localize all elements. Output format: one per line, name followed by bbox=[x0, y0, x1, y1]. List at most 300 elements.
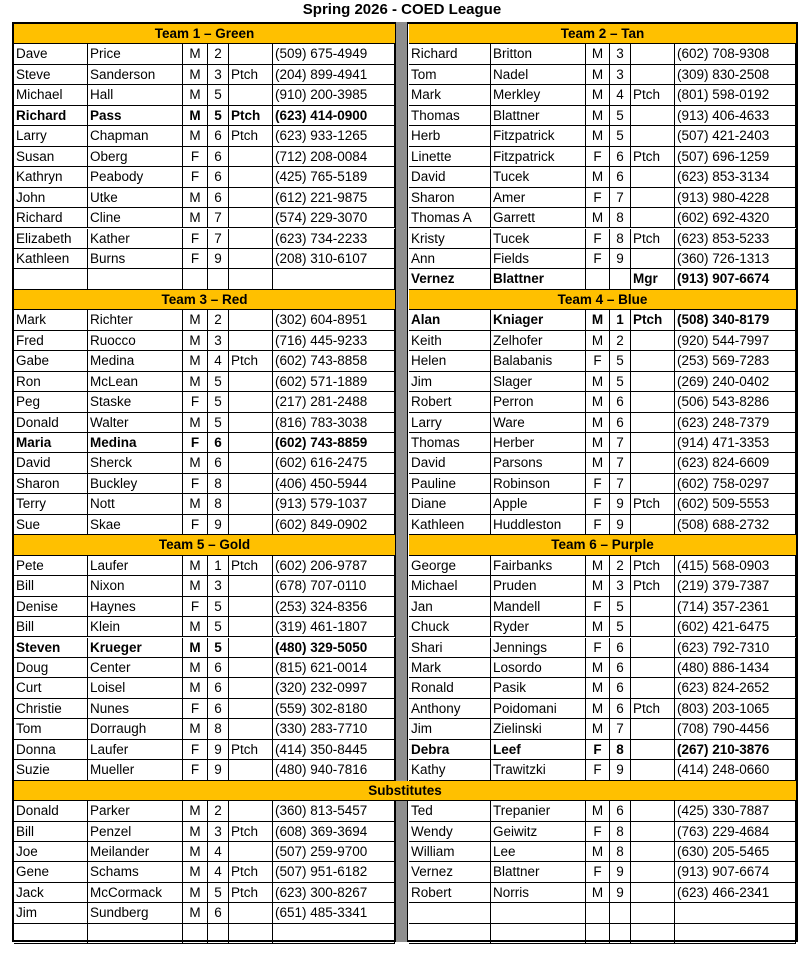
cell-last-name: Fitzpatrick bbox=[491, 147, 586, 167]
cell-phone: (309) 830-2508 bbox=[675, 65, 796, 85]
cell-last-name: Robinson bbox=[491, 474, 586, 494]
cell-last-name: Burns bbox=[88, 249, 183, 269]
cell-phone: (623) 824-2652 bbox=[675, 678, 796, 698]
cell-phone: (913) 980-4228 bbox=[675, 188, 796, 208]
cell-gender: F bbox=[586, 515, 610, 535]
cell-gender: M bbox=[183, 208, 208, 228]
cell-last-name: Laufer bbox=[88, 556, 183, 576]
cell-gender: M bbox=[183, 842, 208, 862]
cell-rating: 6 bbox=[610, 413, 631, 433]
cell-first-name: Sue bbox=[14, 515, 88, 535]
cell-phone: (219) 379-7387 bbox=[675, 576, 796, 596]
cell-phone: (602) 616-2475 bbox=[273, 453, 395, 473]
cell-rating: 9 bbox=[208, 249, 229, 269]
cell-first-name bbox=[14, 924, 88, 944]
cell-role bbox=[631, 106, 675, 126]
cell-rating: 8 bbox=[208, 494, 229, 514]
cell-rating: 5 bbox=[208, 413, 229, 433]
cell-phone: (480) 940-7816 bbox=[273, 760, 395, 780]
cell-first-name bbox=[409, 903, 491, 923]
cell-rating: 2 bbox=[208, 44, 229, 64]
cell-first-name: Kathy bbox=[409, 760, 491, 780]
cell-phone: (602) 743-8859 bbox=[273, 433, 395, 453]
cell-last-name: Ryder bbox=[491, 617, 586, 637]
cell-last-name: Hall bbox=[88, 85, 183, 105]
cell-last-name: Penzel bbox=[88, 822, 183, 842]
team-header: Team 1 – Green bbox=[14, 24, 395, 44]
cell-role bbox=[229, 842, 273, 862]
cell-first-name bbox=[14, 269, 88, 289]
cell-rating: 6 bbox=[208, 658, 229, 678]
cell-role bbox=[229, 617, 273, 637]
cell-first-name: Anthony bbox=[409, 699, 491, 719]
cell-last-name: Trepanier bbox=[491, 801, 586, 821]
cell-last-name: Krueger bbox=[88, 638, 183, 658]
cell-phone: (602) 758-0297 bbox=[675, 474, 796, 494]
cell-gender: M bbox=[183, 494, 208, 514]
cell-first-name: Steven bbox=[14, 638, 88, 658]
cell-phone: (801) 598-0192 bbox=[675, 85, 796, 105]
cell-gender: M bbox=[586, 65, 610, 85]
cell-gender: M bbox=[183, 65, 208, 85]
cell-rating: 6 bbox=[610, 801, 631, 821]
cell-role bbox=[631, 331, 675, 351]
cell-role bbox=[229, 147, 273, 167]
cell-first-name: Larry bbox=[409, 413, 491, 433]
cell-phone: (217) 281-2488 bbox=[273, 392, 395, 412]
cell-rating: 6 bbox=[610, 678, 631, 698]
cell-phone: (320) 232-0997 bbox=[273, 678, 395, 698]
cell-rating: 6 bbox=[610, 147, 631, 167]
cell-rating: 9 bbox=[610, 862, 631, 882]
cell-gender: F bbox=[586, 597, 610, 617]
cell-first-name: Michael bbox=[14, 85, 88, 105]
cell-first-name: Steve bbox=[14, 65, 88, 85]
cell-role bbox=[631, 44, 675, 64]
cell-last-name: Losordo bbox=[491, 658, 586, 678]
cell-phone: (913) 579-1037 bbox=[273, 494, 395, 514]
cell-rating: 8 bbox=[610, 229, 631, 249]
cell-last-name: McCormack bbox=[88, 883, 183, 903]
cell-phone: (623) 824-6609 bbox=[675, 453, 796, 473]
cell-role: Ptch bbox=[229, 740, 273, 760]
cell-last-name: Zelhofer bbox=[491, 331, 586, 351]
cell-role bbox=[631, 249, 675, 269]
cell-first-name: Kristy bbox=[409, 229, 491, 249]
cell-rating: 6 bbox=[208, 433, 229, 453]
cell-role bbox=[229, 85, 273, 105]
cell-role bbox=[229, 331, 273, 351]
cell-gender: M bbox=[183, 310, 208, 330]
cell-role bbox=[229, 453, 273, 473]
cell-last-name: Nixon bbox=[88, 576, 183, 596]
cell-gender: F bbox=[586, 494, 610, 514]
cell-rating: 7 bbox=[208, 208, 229, 228]
cell-first-name: Bill bbox=[14, 617, 88, 637]
cell-last-name: Parker bbox=[88, 801, 183, 821]
cell-rating: 9 bbox=[610, 760, 631, 780]
cell-gender: M bbox=[183, 576, 208, 596]
cell-rating: 9 bbox=[610, 249, 631, 269]
cell-rating: 9 bbox=[610, 883, 631, 903]
cell-first-name: Keith bbox=[409, 331, 491, 351]
cell-role bbox=[229, 576, 273, 596]
cell-role bbox=[229, 924, 273, 944]
cell-rating: 5 bbox=[208, 597, 229, 617]
cell-last-name: Pasik bbox=[491, 678, 586, 698]
cell-gender: F bbox=[586, 351, 610, 371]
cell-rating: 3 bbox=[208, 331, 229, 351]
cell-first-name: Michael bbox=[409, 576, 491, 596]
cell-last-name: Fitzpatrick bbox=[491, 126, 586, 146]
cell-first-name: Richard bbox=[14, 106, 88, 126]
cell-role: Ptch bbox=[229, 126, 273, 146]
cell-rating: 2 bbox=[610, 556, 631, 576]
cell-rating: 2 bbox=[610, 331, 631, 351]
cell-role bbox=[229, 658, 273, 678]
cell-gender: M bbox=[183, 188, 208, 208]
cell-phone: (602) 421-6475 bbox=[675, 617, 796, 637]
cell-first-name: Jack bbox=[14, 883, 88, 903]
cell-rating: 5 bbox=[208, 106, 229, 126]
cell-last-name: Geiwitz bbox=[491, 822, 586, 842]
cell-gender: F bbox=[183, 392, 208, 412]
cell-last-name: Apple bbox=[491, 494, 586, 514]
cell-first-name: Wendy bbox=[409, 822, 491, 842]
cell-gender: F bbox=[586, 638, 610, 658]
cell-rating: 4 bbox=[208, 351, 229, 371]
cell-last-name: Trawitzki bbox=[491, 760, 586, 780]
cell-rating: 3 bbox=[610, 44, 631, 64]
cell-rating: 6 bbox=[208, 126, 229, 146]
cell-gender: M bbox=[586, 208, 610, 228]
cell-gender: M bbox=[183, 556, 208, 576]
cell-role bbox=[631, 413, 675, 433]
cell-role bbox=[631, 719, 675, 739]
cell-last-name: Perron bbox=[491, 392, 586, 412]
cell-last-name: Oberg bbox=[88, 147, 183, 167]
cell-gender: M bbox=[586, 883, 610, 903]
cell-phone: (253) 324-8356 bbox=[273, 597, 395, 617]
cell-role bbox=[631, 167, 675, 187]
cell-phone: (508) 340-8179 bbox=[675, 310, 796, 330]
cell-gender bbox=[586, 269, 610, 289]
cell-role bbox=[229, 515, 273, 535]
cell-gender: M bbox=[183, 351, 208, 371]
cell-role bbox=[631, 924, 675, 944]
cell-gender bbox=[183, 924, 208, 944]
cell-rating: 3 bbox=[208, 65, 229, 85]
cell-gender: M bbox=[183, 678, 208, 698]
cell-gender bbox=[586, 924, 610, 944]
center-divider bbox=[395, 22, 408, 942]
cell-phone: (623) 853-3134 bbox=[675, 167, 796, 187]
cell-first-name: Debra bbox=[409, 740, 491, 760]
cell-role bbox=[229, 597, 273, 617]
cell-role bbox=[229, 413, 273, 433]
cell-first-name: George bbox=[409, 556, 491, 576]
cell-last-name: Leef bbox=[491, 740, 586, 760]
cell-last-name bbox=[491, 924, 586, 944]
cell-role bbox=[631, 883, 675, 903]
cell-gender: M bbox=[183, 658, 208, 678]
cell-first-name: Fred bbox=[14, 331, 88, 351]
cell-role bbox=[631, 433, 675, 453]
cell-rating bbox=[610, 269, 631, 289]
cell-gender: F bbox=[183, 433, 208, 453]
cell-gender: M bbox=[586, 433, 610, 453]
cell-last-name: Pruden bbox=[491, 576, 586, 596]
cell-phone: (507) 259-9700 bbox=[273, 842, 395, 862]
cell-first-name: Kathleen bbox=[409, 515, 491, 535]
cell-phone: (816) 783-3038 bbox=[273, 413, 395, 433]
cell-rating: 9 bbox=[610, 515, 631, 535]
cell-rating: 5 bbox=[208, 372, 229, 392]
cell-role bbox=[229, 392, 273, 412]
cell-role bbox=[631, 822, 675, 842]
cell-phone: (480) 886-1434 bbox=[675, 658, 796, 678]
cell-gender: M bbox=[586, 658, 610, 678]
cell-first-name: Mark bbox=[14, 310, 88, 330]
cell-gender: M bbox=[183, 44, 208, 64]
cell-rating: 7 bbox=[610, 433, 631, 453]
cell-first-name: Peg bbox=[14, 392, 88, 412]
cell-gender: M bbox=[183, 883, 208, 903]
cell-last-name: Chapman bbox=[88, 126, 183, 146]
cell-role bbox=[631, 188, 675, 208]
cell-last-name: Kather bbox=[88, 229, 183, 249]
cell-phone: (360) 726-1313 bbox=[675, 249, 796, 269]
cell-first-name: David bbox=[409, 453, 491, 473]
cell-role: Ptch bbox=[631, 85, 675, 105]
cell-rating: 5 bbox=[208, 617, 229, 637]
cell-gender: F bbox=[183, 740, 208, 760]
cell-role bbox=[631, 678, 675, 698]
cell-gender: M bbox=[586, 372, 610, 392]
cell-last-name: Jennings bbox=[491, 638, 586, 658]
cell-first-name: Larry bbox=[14, 126, 88, 146]
cell-first-name: Pete bbox=[14, 556, 88, 576]
cell-role bbox=[631, 638, 675, 658]
cell-gender: M bbox=[586, 801, 610, 821]
cell-first-name: Robert bbox=[409, 392, 491, 412]
cell-phone: (623) 853-5233 bbox=[675, 229, 796, 249]
cell-phone: (712) 208-0084 bbox=[273, 147, 395, 167]
cell-last-name: Schams bbox=[88, 862, 183, 882]
cell-gender: M bbox=[586, 576, 610, 596]
cell-gender: F bbox=[183, 515, 208, 535]
cell-last-name bbox=[88, 269, 183, 289]
cell-phone: (208) 310-6107 bbox=[273, 249, 395, 269]
cell-gender: M bbox=[586, 167, 610, 187]
cell-first-name: Thomas bbox=[409, 433, 491, 453]
cell-role bbox=[631, 597, 675, 617]
cell-last-name: Tucek bbox=[491, 167, 586, 187]
cell-rating: 5 bbox=[610, 617, 631, 637]
cell-first-name: Chuck bbox=[409, 617, 491, 637]
cell-rating bbox=[610, 903, 631, 923]
cell-last-name: Utke bbox=[88, 188, 183, 208]
cell-phone: (602) 849-0902 bbox=[273, 515, 395, 535]
cell-first-name: Joe bbox=[14, 842, 88, 862]
cell-phone: (253) 569-7283 bbox=[675, 351, 796, 371]
cell-rating: 6 bbox=[208, 147, 229, 167]
cell-first-name: Bill bbox=[14, 822, 88, 842]
cell-first-name: David bbox=[14, 453, 88, 473]
cell-first-name: Tom bbox=[409, 65, 491, 85]
cell-first-name: Ann bbox=[409, 249, 491, 269]
cell-gender: F bbox=[586, 147, 610, 167]
cell-role bbox=[631, 392, 675, 412]
cell-rating: 4 bbox=[610, 85, 631, 105]
cell-rating: 7 bbox=[610, 188, 631, 208]
cell-last-name: Walter bbox=[88, 413, 183, 433]
cell-first-name: Doug bbox=[14, 658, 88, 678]
cell-gender: M bbox=[586, 44, 610, 64]
cell-phone: (302) 604-8951 bbox=[273, 310, 395, 330]
cell-phone: (651) 485-3341 bbox=[273, 903, 395, 923]
cell-role bbox=[229, 229, 273, 249]
page-title: Spring 2026 - COED League bbox=[302, 1, 502, 18]
cell-phone: (507) 951-6182 bbox=[273, 862, 395, 882]
cell-phone: (507) 421-2403 bbox=[675, 126, 796, 146]
cell-rating: 4 bbox=[208, 862, 229, 882]
cell-last-name: Fairbanks bbox=[491, 556, 586, 576]
cell-last-name: Peabody bbox=[88, 167, 183, 187]
cell-role bbox=[631, 617, 675, 637]
cell-last-name bbox=[491, 903, 586, 923]
cell-last-name: Fields bbox=[491, 249, 586, 269]
cell-gender: F bbox=[586, 229, 610, 249]
cell-last-name: Mueller bbox=[88, 760, 183, 780]
cell-gender: M bbox=[586, 453, 610, 473]
cell-role bbox=[631, 351, 675, 371]
cell-phone: (204) 899-4941 bbox=[273, 65, 395, 85]
cell-first-name: Denise bbox=[14, 597, 88, 617]
substitutes-header: Substitutes bbox=[14, 781, 796, 801]
cell-phone: (602) 571-1889 bbox=[273, 372, 395, 392]
cell-gender: M bbox=[183, 862, 208, 882]
cell-first-name: Curt bbox=[14, 678, 88, 698]
cell-first-name: Terry bbox=[14, 494, 88, 514]
cell-role: Ptch bbox=[229, 862, 273, 882]
cell-role: Ptch bbox=[631, 229, 675, 249]
cell-phone: (330) 283-7710 bbox=[273, 719, 395, 739]
cell-last-name: Ruocco bbox=[88, 331, 183, 351]
cell-gender: M bbox=[183, 617, 208, 637]
cell-role: Ptch bbox=[631, 147, 675, 167]
cell-rating: 2 bbox=[208, 801, 229, 821]
cell-role bbox=[229, 638, 273, 658]
cell-first-name: Thomas A bbox=[409, 208, 491, 228]
cell-gender bbox=[183, 269, 208, 289]
cell-phone: (506) 543-8286 bbox=[675, 392, 796, 412]
cell-phone: (803) 203-1065 bbox=[675, 699, 796, 719]
cell-rating: 6 bbox=[208, 678, 229, 698]
cell-rating: 7 bbox=[208, 229, 229, 249]
cell-gender: M bbox=[586, 556, 610, 576]
cell-first-name: William bbox=[409, 842, 491, 862]
cell-last-name: Mandell bbox=[491, 597, 586, 617]
cell-first-name: Jim bbox=[409, 719, 491, 739]
cell-first-name: Richard bbox=[409, 44, 491, 64]
cell-role bbox=[631, 862, 675, 882]
cell-role bbox=[229, 44, 273, 64]
cell-gender: F bbox=[183, 760, 208, 780]
cell-gender: F bbox=[183, 147, 208, 167]
cell-rating: 7 bbox=[610, 719, 631, 739]
cell-phone: (508) 688-2732 bbox=[675, 515, 796, 535]
cell-phone: (612) 221-9875 bbox=[273, 188, 395, 208]
cell-first-name: Alan bbox=[409, 310, 491, 330]
cell-first-name: Vernez bbox=[409, 269, 491, 289]
cell-phone: (913) 907-6674 bbox=[675, 862, 796, 882]
cell-first-name: Helen bbox=[409, 351, 491, 371]
cell-phone: (509) 675-4949 bbox=[273, 44, 395, 64]
cell-gender: M bbox=[586, 699, 610, 719]
cell-last-name: Amer bbox=[491, 188, 586, 208]
cell-last-name: Ware bbox=[491, 413, 586, 433]
cell-first-name: Elizabeth bbox=[14, 229, 88, 249]
cell-phone: (623) 248-7379 bbox=[675, 413, 796, 433]
cell-phone: (815) 621-0014 bbox=[273, 658, 395, 678]
cell-last-name: Parsons bbox=[491, 453, 586, 473]
cell-rating: 5 bbox=[610, 126, 631, 146]
cell-phone: (574) 229-3070 bbox=[273, 208, 395, 228]
cell-phone: (623) 300-8267 bbox=[273, 883, 395, 903]
cell-first-name: Gene bbox=[14, 862, 88, 882]
cell-last-name: Medina bbox=[88, 351, 183, 371]
cell-phone: (559) 302-8180 bbox=[273, 699, 395, 719]
cell-rating: 5 bbox=[610, 106, 631, 126]
cell-gender: M bbox=[586, 331, 610, 351]
cell-last-name: Sundberg bbox=[88, 903, 183, 923]
cell-phone: (623) 933-1265 bbox=[273, 126, 395, 146]
cell-role bbox=[631, 842, 675, 862]
cell-first-name: Christie bbox=[14, 699, 88, 719]
cell-gender: F bbox=[586, 760, 610, 780]
cell-gender: F bbox=[586, 474, 610, 494]
cell-gender: M bbox=[183, 638, 208, 658]
cell-role: Ptch bbox=[229, 556, 273, 576]
cell-gender: M bbox=[586, 617, 610, 637]
cell-first-name: Shari bbox=[409, 638, 491, 658]
cell-last-name: Skae bbox=[88, 515, 183, 535]
cell-role bbox=[631, 208, 675, 228]
cell-last-name: Garrett bbox=[491, 208, 586, 228]
cell-rating: 5 bbox=[208, 883, 229, 903]
cell-role: Ptch bbox=[229, 106, 273, 126]
cell-rating: 6 bbox=[208, 167, 229, 187]
cell-role: Ptch bbox=[631, 556, 675, 576]
cell-first-name: John bbox=[14, 188, 88, 208]
cell-phone: (267) 210-3876 bbox=[675, 740, 796, 760]
cell-last-name: Center bbox=[88, 658, 183, 678]
cell-first-name: Sharon bbox=[14, 474, 88, 494]
cell-role: Ptch bbox=[631, 576, 675, 596]
cell-phone: (716) 445-9233 bbox=[273, 331, 395, 351]
cell-gender: F bbox=[183, 167, 208, 187]
cell-role bbox=[631, 740, 675, 760]
cell-first-name: Jan bbox=[409, 597, 491, 617]
cell-role: Ptch bbox=[631, 310, 675, 330]
cell-gender: F bbox=[586, 862, 610, 882]
cell-first-name: Donna bbox=[14, 740, 88, 760]
cell-phone: (913) 907-6674 bbox=[675, 269, 796, 289]
cell-last-name: Klein bbox=[88, 617, 183, 637]
cell-role bbox=[229, 208, 273, 228]
cell-gender: F bbox=[183, 249, 208, 269]
